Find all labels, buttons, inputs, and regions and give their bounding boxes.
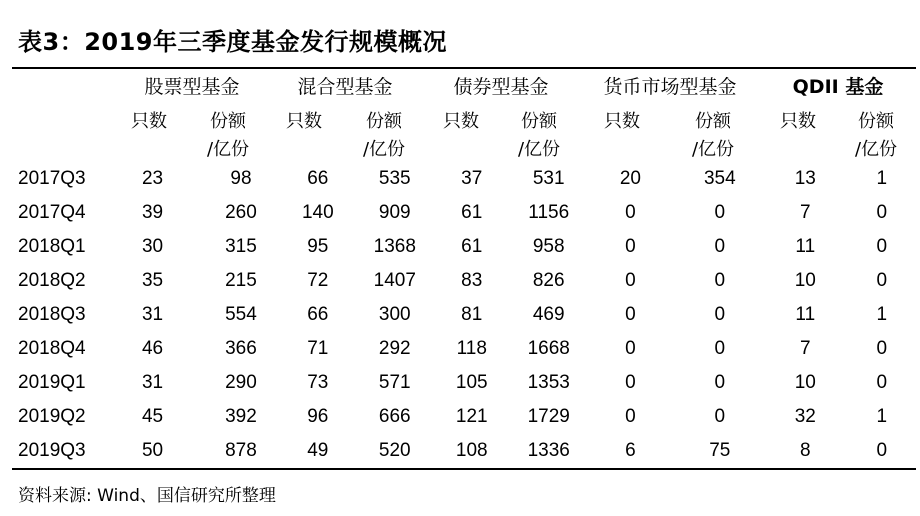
table-cell: 392	[225, 406, 257, 427]
sub-header-count: 只数	[286, 111, 322, 132]
sub-header-amount-line1: 份额	[209, 111, 246, 132]
table-cell: 520	[378, 440, 411, 461]
table-cell: 571	[378, 372, 411, 393]
table-cell: 215	[225, 270, 257, 291]
table-cell: 292	[378, 338, 411, 359]
table-cell: 531	[532, 168, 565, 189]
table-cell: 96	[307, 406, 329, 427]
table-cell: 140	[301, 202, 334, 223]
table-cell: 554	[225, 304, 257, 325]
data-table	[12, 162, 920, 468]
sub-header-count: 只数	[780, 111, 816, 132]
sub-header-amount	[207, 108, 249, 164]
sub-header-amount	[518, 108, 560, 164]
top-rule	[12, 67, 916, 69]
table-cell: 71	[307, 338, 329, 359]
table-cell: 0	[625, 372, 636, 393]
table-cell: 0	[625, 338, 636, 359]
table-cell: 0	[714, 338, 726, 359]
table-cell: 666	[378, 406, 411, 427]
source-note: 资料来源: Wind、国信研究所整理	[18, 486, 276, 506]
group-header-bond: 债券型基金	[453, 76, 549, 98]
table-cell: 0	[714, 270, 726, 291]
table-cell: 61	[461, 236, 483, 257]
group-header-stock: 股票型基金	[144, 76, 240, 98]
table-cell: 0	[625, 236, 636, 257]
table-cell: 30	[141, 236, 164, 257]
table-cell: 1353	[527, 372, 570, 393]
table-cell: 0	[714, 202, 726, 223]
table-cell: 0	[876, 202, 888, 223]
table-cell: 83	[461, 270, 483, 291]
table-cell: 1336	[527, 440, 570, 461]
table-cell: 61	[461, 202, 483, 223]
table-cell: 11	[795, 304, 816, 325]
table-cell: 1	[876, 168, 888, 189]
sub-header-count: 只数	[443, 111, 479, 132]
table-cell: 0	[714, 304, 726, 325]
table-cell: 73	[307, 372, 329, 393]
table-cell: 108	[455, 440, 488, 461]
sub-header-amount-line1: 份额	[520, 111, 557, 132]
table-cell: 1407	[373, 270, 416, 291]
row-label: 2019Q3	[18, 440, 86, 461]
table-cell: 1729	[527, 406, 570, 427]
table-cell: 0	[625, 304, 636, 325]
table-cell: 6	[625, 440, 636, 461]
table-cell: 1	[876, 304, 888, 325]
table-cell: 31	[141, 372, 164, 393]
table-row	[12, 332, 920, 366]
table-cell: 105	[455, 372, 488, 393]
row-label: 2017Q3	[18, 168, 86, 189]
sub-header-amount-line2: /亿份	[206, 139, 250, 160]
table-cell: 260	[225, 202, 257, 223]
table-cell: 315	[225, 236, 257, 257]
row-label: 2019Q2	[18, 406, 86, 427]
table-cell: 1	[876, 406, 888, 427]
row-label: 2018Q1	[18, 236, 86, 257]
table-row	[12, 230, 920, 264]
table-cell: 1668	[527, 338, 570, 359]
table-cell: 535	[378, 168, 411, 189]
sub-header-amount-line1: 份额	[694, 111, 731, 132]
table-cell: 45	[141, 406, 164, 427]
table-row	[12, 264, 920, 298]
table-cell: 23	[141, 168, 164, 189]
table-cell: 878	[225, 440, 257, 461]
sub-header-count: 只数	[131, 111, 167, 132]
bottom-rule	[12, 468, 916, 470]
table-cell: 75	[709, 440, 731, 461]
row-label: 2018Q3	[18, 304, 86, 325]
sub-header-amount-line2: /亿份	[517, 139, 561, 160]
table-cell: 826	[532, 270, 565, 291]
table-cell: 81	[461, 304, 483, 325]
table-cell: 10	[794, 372, 816, 393]
table-row	[12, 298, 920, 332]
group-header-money: 货币市场型基金	[603, 76, 737, 98]
table-cell: 39	[141, 202, 164, 223]
sub-header-amount-line2: /亿份	[362, 139, 406, 160]
table-cell: 7	[800, 202, 811, 223]
table-cell: 50	[141, 440, 164, 461]
table-cell: 1368	[373, 236, 416, 257]
table-cell: 0	[876, 372, 888, 393]
sub-header-amount	[692, 108, 734, 164]
table-cell: 290	[225, 372, 257, 393]
table-cell: 72	[307, 270, 329, 291]
table-cell: 13	[794, 168, 816, 189]
table-title: 表3：2019年三季度基金发行规模概况	[18, 28, 447, 56]
table-cell: 10	[794, 270, 816, 291]
table-cell: 958	[532, 236, 565, 257]
table-cell: 0	[876, 338, 888, 359]
table-cell: 118	[456, 338, 487, 359]
sub-header-amount-line1: 份额	[857, 111, 894, 132]
table-row	[12, 400, 920, 434]
table-cell: 0	[876, 440, 888, 461]
table-cell: 0	[876, 236, 888, 257]
table-cell: 300	[378, 304, 411, 325]
row-label: 2018Q2	[18, 270, 86, 291]
table-cell: 46	[141, 338, 164, 359]
row-label: 2018Q4	[18, 338, 86, 359]
table-cell: 49	[307, 440, 329, 461]
table-cell: 20	[619, 168, 641, 189]
table-cell: 32	[794, 406, 816, 427]
row-label: 2017Q4	[18, 202, 86, 223]
group-header-qdii: QDII 基金	[792, 76, 884, 98]
table-cell: 366	[225, 338, 257, 359]
table-cell: 35	[141, 270, 164, 291]
table-cell: 37	[461, 168, 483, 189]
table-cell: 31	[141, 304, 164, 325]
table-cell: 66	[307, 168, 329, 189]
table-cell: 0	[714, 236, 726, 257]
table-cell: 8	[800, 440, 811, 461]
table-cell: 1156	[528, 202, 570, 223]
sub-header-amount	[363, 108, 405, 164]
table-cell: 0	[625, 270, 636, 291]
table-row	[12, 162, 920, 196]
sub-header-amount	[855, 108, 897, 164]
table-cell: 7	[800, 338, 811, 359]
sub-header-amount-line1: 份额	[365, 111, 402, 132]
table-cell: 11	[795, 236, 816, 257]
table-cell: 98	[230, 168, 252, 189]
table-cell: 469	[532, 304, 565, 325]
table-cell: 0	[876, 270, 888, 291]
group-header-mixed: 混合型基金	[297, 76, 393, 98]
sub-header-amount-line2: /亿份	[691, 139, 735, 160]
table-row	[12, 196, 920, 230]
table-cell: 0	[714, 406, 726, 427]
table-cell: 0	[625, 406, 636, 427]
table-cell: 121	[455, 406, 488, 427]
table-cell: 0	[625, 202, 636, 223]
table-cell: 95	[307, 236, 329, 257]
table-row	[12, 434, 920, 468]
sub-header-count: 只数	[604, 111, 640, 132]
table-cell: 354	[703, 168, 736, 189]
table-cell: 909	[378, 202, 411, 223]
table-cell: 66	[307, 304, 329, 325]
sub-header-amount-line2: /亿份	[854, 139, 898, 160]
table-row	[12, 366, 920, 400]
table-cell: 0	[714, 372, 726, 393]
row-label: 2019Q1	[18, 372, 86, 393]
